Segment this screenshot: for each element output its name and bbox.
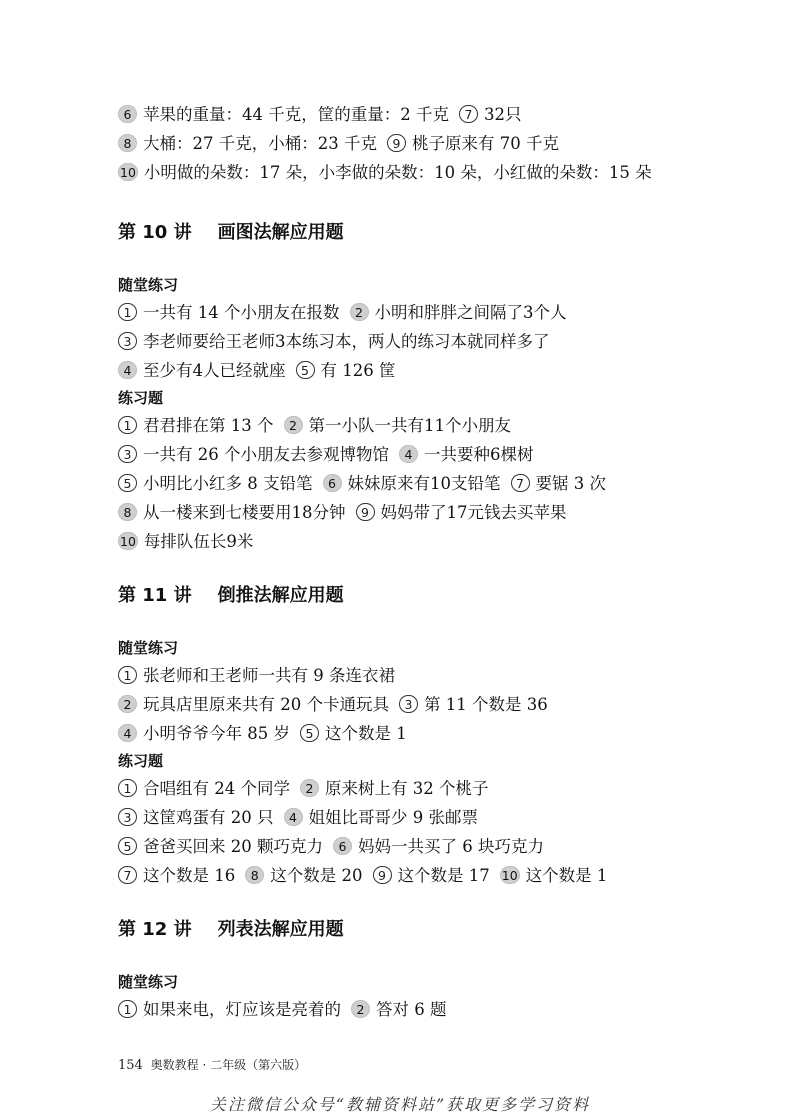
answer-text: 妹妹原来有10支铅笔 [347, 474, 501, 493]
intro-answers [118, 100, 768, 187]
answer-item [356, 503, 567, 522]
page-footer [118, 1056, 306, 1073]
answer-text: 一共有 26 个小朋友去参观博物馆 [143, 445, 389, 464]
answer-item [399, 445, 534, 464]
lecture-number: 第 12 讲 [118, 919, 192, 940]
answer-item [118, 532, 253, 551]
answer-item [118, 416, 274, 435]
answer-text: 妈妈带了17元钱去买苹果 [380, 503, 567, 522]
question-number-badge: 6 [333, 837, 352, 855]
answer-text: 姐姐比哥哥少 9 张邮票 [308, 808, 478, 827]
answer-line [118, 327, 606, 356]
question-number-badge: 3 [399, 695, 418, 713]
answer-line [118, 498, 606, 527]
answer-line [118, 803, 607, 832]
section-heading: 练习题 [118, 752, 164, 770]
answer-item [118, 695, 389, 714]
question-number-badge: 9 [373, 866, 392, 884]
question-number-badge: 3 [118, 808, 137, 826]
answer-item [118, 666, 395, 685]
answer-text: 如果来电，灯应该是亮着的 [143, 1000, 341, 1019]
lecture-name: 倒推法解应用题 [217, 585, 344, 606]
answer-text: 这个数是 17 [397, 866, 490, 885]
section-heading: 随堂练习 [118, 973, 179, 991]
answer-item [296, 361, 396, 380]
lecture-name: 画图法解应用题 [217, 222, 344, 243]
answer-text: 一共有 14 个小朋友在报数 [143, 303, 340, 322]
answer-line [118, 690, 607, 719]
answer-item [373, 866, 490, 885]
watermark-text: 关注微信公众号“教辅资料站”获取更多学习资料 [209, 1095, 591, 1114]
answer-text: 这个数是 16 [143, 866, 236, 885]
answer-item [323, 474, 501, 493]
question-number-badge: 4 [399, 445, 418, 463]
answer-item [118, 866, 235, 885]
answer-line [118, 719, 607, 748]
lecture-number: 第 10 讲 [118, 222, 192, 243]
question-number-badge: 2 [118, 695, 137, 713]
answer-text: 有 126 筐 [320, 361, 396, 380]
answer-item [118, 134, 377, 153]
answer-item [350, 303, 567, 322]
answer-line [118, 774, 607, 803]
answer-item [118, 163, 652, 182]
question-number-badge: 4 [118, 361, 137, 379]
question-number-badge: 2 [300, 779, 319, 797]
question-number-badge: 5 [118, 474, 137, 492]
answer-line [118, 158, 768, 187]
answer-line [118, 440, 606, 469]
answer-item [118, 445, 389, 464]
question-number-badge: 7 [118, 866, 137, 884]
answer-text: 妈妈一共买了 6 块巧克力 [358, 837, 544, 856]
answer-item [118, 105, 449, 124]
answer-item [118, 724, 290, 743]
question-number-badge: 7 [511, 474, 530, 492]
section-heading: 练习题 [118, 389, 164, 407]
answer-line [118, 995, 447, 1024]
answer-text: 一共要种6棵树 [424, 445, 534, 464]
answer-line [118, 527, 606, 556]
question-number-badge: 5 [296, 361, 315, 379]
answer-text: 这筐鸡蛋有 20 只 [143, 808, 274, 827]
answer-text: 原来树上有 32 个桃子 [325, 779, 489, 798]
question-number-badge: 3 [118, 332, 137, 350]
lecture-name: 列表法解应用题 [217, 919, 344, 940]
answer-item [118, 808, 274, 827]
answer-item [300, 779, 489, 798]
question-number-badge: 1 [118, 303, 137, 321]
answer-text: 这个数是 1 [325, 724, 407, 743]
answer-text: 张老师和王老师一共有 9 条连衣裙 [143, 666, 395, 685]
question-number-badge: 6 [323, 474, 342, 492]
question-number-badge: 4 [118, 724, 137, 742]
answer-line [118, 832, 607, 861]
answer-item [118, 361, 286, 380]
answer-item [118, 503, 346, 522]
page-number: 154 [118, 1058, 143, 1073]
question-number-badge: 5 [300, 724, 319, 742]
answer-text: 从一楼来到七楼要用18分钟 [143, 503, 346, 522]
answer-item [118, 779, 290, 798]
answer-text: 君君排在第 13 个 [143, 416, 274, 435]
answer-item [300, 724, 407, 743]
answer-item [351, 1000, 447, 1019]
answer-line [118, 861, 607, 890]
question-number-badge: 8 [245, 866, 264, 884]
question-number-badge: 1 [118, 416, 137, 434]
question-number-badge: 3 [118, 445, 137, 463]
question-number-badge: 8 [118, 134, 137, 152]
question-number-badge: 2 [350, 303, 369, 321]
question-number-badge: 1 [118, 779, 137, 797]
question-number-badge: 10 [120, 165, 136, 180]
lecture-title [118, 581, 607, 607]
lecture-number: 第 11 讲 [118, 585, 192, 606]
answer-item [118, 1000, 341, 1019]
question-number-badge: 2 [351, 1000, 370, 1018]
lecture-title [118, 218, 606, 244]
answer-text: 这个数是 20 [270, 866, 363, 885]
question-number-badge: 1 [118, 666, 137, 684]
answer-item [459, 105, 522, 124]
answer-item [511, 474, 607, 493]
answer-item [245, 866, 362, 885]
answer-line [118, 411, 606, 440]
answer-page [118, 100, 768, 1019]
answer-text: 玩具店里原来共有 20 个卡通玩具 [143, 695, 389, 714]
lecture-12 [118, 915, 447, 1024]
answer-text: 每排队伍长9米 [143, 532, 254, 551]
question-number-badge: 1 [118, 1000, 137, 1018]
question-number-badge: 9 [387, 134, 406, 152]
answer-text: 小明比小红多 8 支铅笔 [143, 474, 313, 493]
answer-item [399, 695, 548, 714]
answer-text: 第 11 个数是 36 [424, 695, 548, 714]
answer-item [118, 303, 340, 322]
answer-line [118, 298, 606, 327]
answer-text: 至少有4人已经就座 [143, 361, 286, 380]
question-number-badge: 7 [459, 105, 478, 123]
answer-item [118, 332, 550, 351]
question-number-badge: 10 [501, 868, 518, 883]
answer-item [118, 837, 323, 856]
question-number-badge: 6 [118, 105, 137, 123]
section-heading: 随堂练习 [118, 276, 179, 294]
answer-text: 桃子原来有 70 千克 [411, 134, 559, 153]
answer-item [500, 866, 608, 885]
book-title: 奥数教程 · 二年级（第六版） [150, 1058, 307, 1072]
answer-item [284, 808, 479, 827]
answer-text: 答对 6 题 [376, 1000, 447, 1019]
lecture-10 [118, 218, 606, 556]
answer-text: 32只 [483, 105, 522, 124]
question-number-badge: 10 [120, 534, 136, 549]
answer-text: 李老师要给王老师3本练习本，两人的练习本就同样多了 [143, 332, 550, 351]
answer-line [118, 129, 768, 158]
lecture-11 [118, 581, 607, 890]
answer-text: 大桶：27 千克，小桶：23 千克 [143, 134, 377, 153]
answer-item [333, 837, 544, 856]
question-number-badge: 8 [118, 503, 137, 521]
answer-item [284, 416, 512, 435]
answer-text: 小明爷爷今年 85 岁 [143, 724, 290, 743]
answer-text: 要锯 3 次 [535, 474, 606, 493]
answer-line [118, 469, 606, 498]
answer-line [118, 100, 768, 129]
answer-text: 这个数是 1 [525, 866, 608, 885]
answer-text: 小明做的朵数：17 朵，小李做的朵数：10 朵，小红做的朵数：15 朵 [143, 163, 652, 182]
answer-text: 苹果的重量：44 千克，筐的重量：2 千克 [143, 105, 449, 124]
question-number-badge: 9 [356, 503, 375, 521]
lecture-title [118, 915, 447, 941]
section-heading: 随堂练习 [118, 639, 179, 657]
question-number-badge: 4 [284, 808, 303, 826]
question-number-badge: 5 [118, 837, 137, 855]
answer-item [118, 474, 313, 493]
answer-line [118, 356, 606, 385]
answer-text: 小明和胖胖之间隔了3个人 [374, 303, 567, 322]
question-number-badge: 2 [284, 416, 303, 434]
answer-text: 第一小队一共有11个小朋友 [308, 416, 511, 435]
answer-text: 爸爸买回来 20 颗巧克力 [143, 837, 323, 856]
answer-line [118, 661, 607, 690]
answer-item [387, 134, 559, 153]
answer-text: 合唱组有 24 个同学 [143, 779, 290, 798]
